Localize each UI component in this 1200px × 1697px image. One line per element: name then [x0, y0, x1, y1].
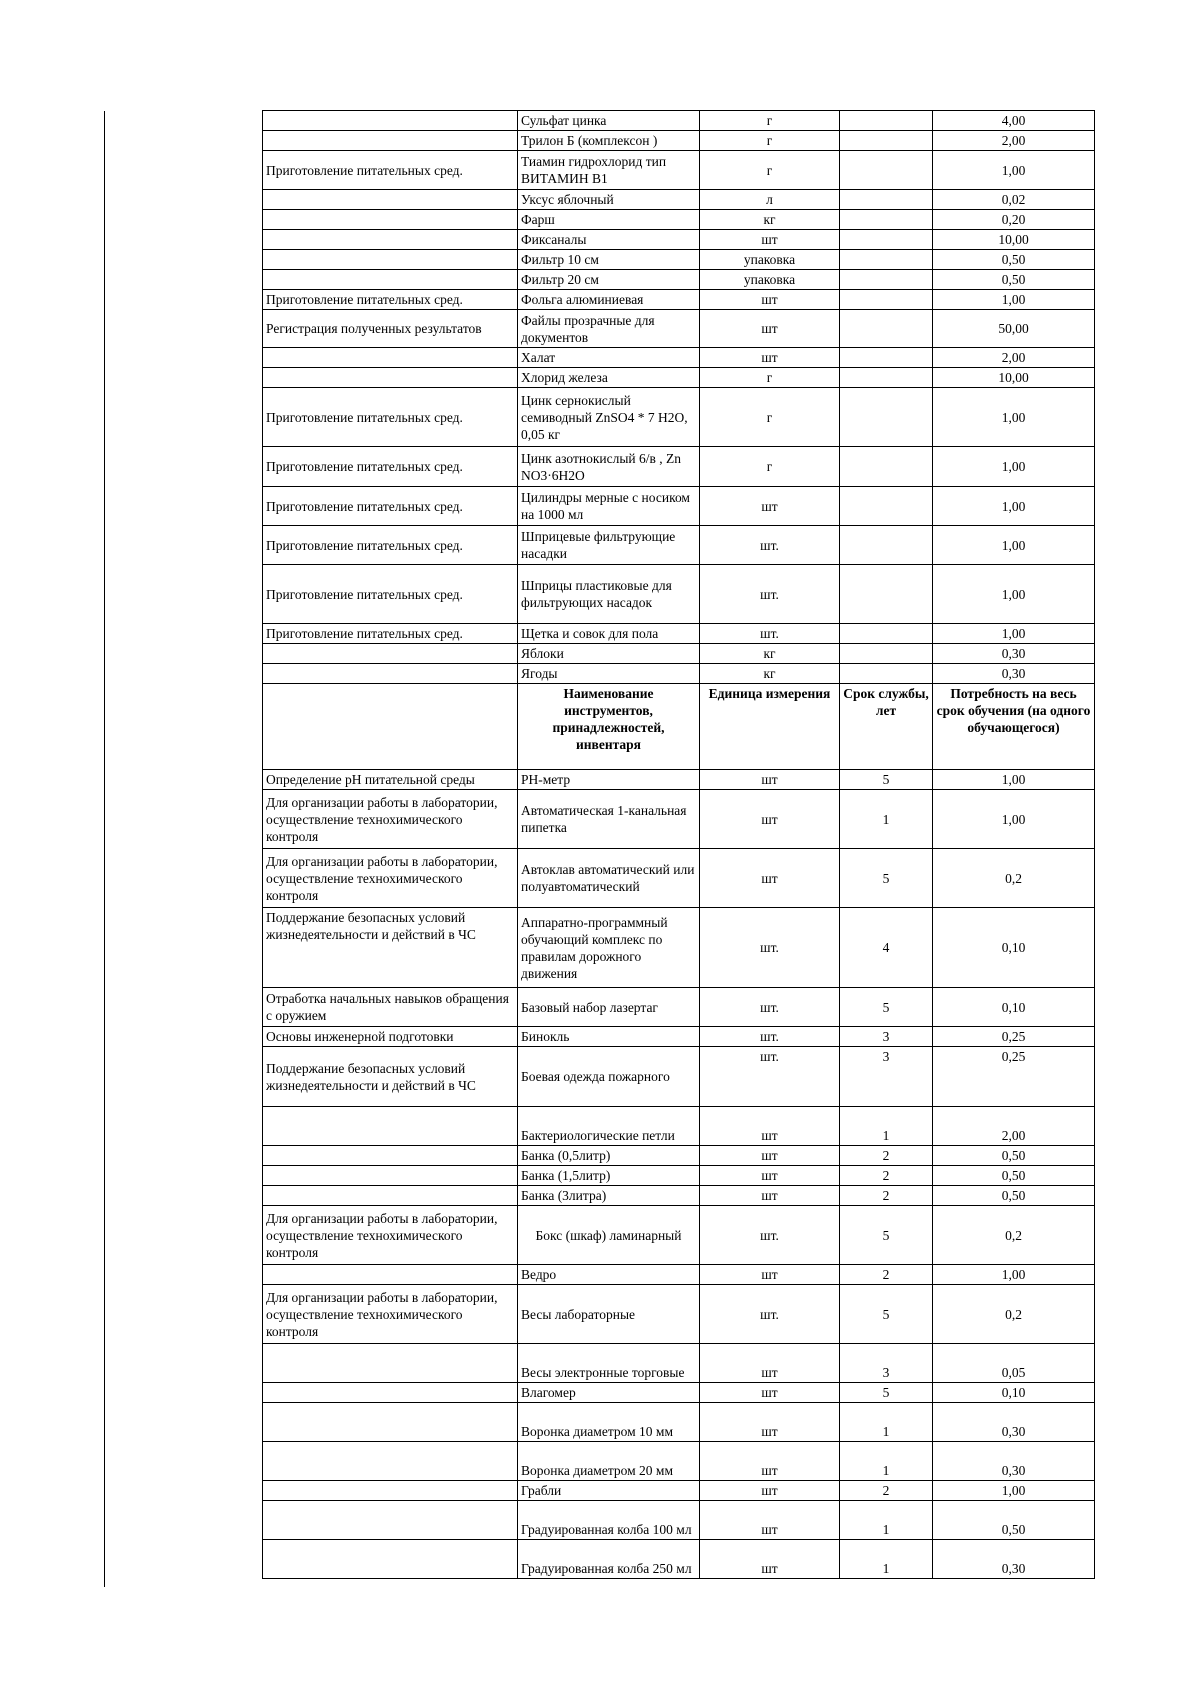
purpose-cell	[263, 348, 518, 368]
item-name-cell: Яблоки	[518, 644, 700, 664]
table-row	[263, 487, 1095, 526]
item-name-cell: Банка (1,5литр)	[518, 1166, 700, 1186]
table-row	[263, 388, 1095, 447]
purpose-cell	[263, 270, 518, 290]
need-cell: 0,10	[933, 1383, 1095, 1403]
need-cell: 1,00	[933, 388, 1095, 447]
table-row	[263, 1265, 1095, 1285]
table-row	[263, 310, 1095, 348]
table-row	[263, 908, 1095, 988]
unit-cell: шт.	[700, 1285, 840, 1344]
need-cell: 0,30	[933, 1442, 1095, 1481]
purpose-cell: Определение pH питательной среды	[263, 770, 518, 790]
need-cell: 0,05	[933, 1344, 1095, 1383]
service-life-cell: 1	[840, 1442, 933, 1481]
table-row	[263, 1501, 1095, 1540]
item-name-cell: Автоматическая 1-канальная пипетка	[518, 790, 700, 849]
item-name-cell: Воронка диаметром 10 мм	[518, 1403, 700, 1442]
service-life-cell	[840, 565, 933, 624]
need-cell: 0,30	[933, 1403, 1095, 1442]
item-name-cell: Бокс (шкаф) ламинарный	[518, 1206, 700, 1265]
item-name-cell: Градуированная колба 250 мл	[518, 1540, 700, 1579]
need-cell: 1,00	[933, 526, 1095, 565]
unit-cell: шт	[700, 1501, 840, 1540]
need-cell: 0,30	[933, 644, 1095, 664]
unit-cell: шт	[700, 1442, 840, 1481]
purpose-cell	[263, 190, 518, 210]
service-life-cell: 3	[840, 1047, 933, 1107]
need-cell: 0,10	[933, 988, 1095, 1027]
item-name-cell: Градуированная колба 100 мл	[518, 1501, 700, 1540]
need-cell: 0,2	[933, 1206, 1095, 1265]
purpose-cell: Отработка начальных навыков обращения с оружием	[263, 988, 518, 1027]
item-name-cell: Хлорид железа	[518, 368, 700, 388]
item-name-cell: Шприцевые фильтрующие насадки	[518, 526, 700, 565]
need-cell: 0,2	[933, 849, 1095, 908]
table-row	[263, 988, 1095, 1027]
item-name-cell: Трилон Б (комплексон )	[518, 131, 700, 151]
purpose-cell	[263, 1146, 518, 1166]
service-life-cell	[840, 250, 933, 270]
table-row	[263, 565, 1095, 624]
table-row	[263, 210, 1095, 230]
table-row	[263, 1186, 1095, 1206]
unit-cell: шт	[700, 1481, 840, 1501]
need-cell: 1,00	[933, 447, 1095, 487]
service-life-cell: 5	[840, 988, 933, 1027]
item-name-cell: Грабли	[518, 1481, 700, 1501]
service-life-cell	[840, 348, 933, 368]
item-name-cell: Бактериологические петли	[518, 1107, 700, 1146]
table-row	[263, 1344, 1095, 1383]
need-cell: 0,50	[933, 270, 1095, 290]
unit-cell: упаковка	[700, 250, 840, 270]
item-name-cell: Файлы прозрачные для документов	[518, 310, 700, 348]
purpose-cell: Поддержание безопасных условий жизнедеятельности и действий в ЧС	[263, 908, 518, 988]
service-life-cell: 2	[840, 1186, 933, 1206]
table-row	[263, 270, 1095, 290]
unit-cell: шт	[700, 1383, 840, 1403]
table-row	[263, 348, 1095, 368]
need-cell: 0,50	[933, 250, 1095, 270]
service-life-cell: 2	[840, 1265, 933, 1285]
need-cell: 50,00	[933, 310, 1095, 348]
unit-cell: шт.	[700, 988, 840, 1027]
service-life-cell	[840, 624, 933, 644]
item-name-cell: Воронка диаметром 20 мм	[518, 1442, 700, 1481]
service-life-cell: 1	[840, 1540, 933, 1579]
unit-cell: шт	[700, 1166, 840, 1186]
purpose-cell	[263, 1403, 518, 1442]
need-cell: 0,20	[933, 210, 1095, 230]
purpose-cell	[263, 1383, 518, 1403]
unit-cell: кг	[700, 664, 840, 684]
need-cell: 0,50	[933, 1186, 1095, 1206]
purpose-cell: Для организации работы в лаборатории, осуществление технохимического контроля	[263, 1285, 518, 1344]
unit-cell: г	[700, 131, 840, 151]
item-name-cell: Цинк сернокислый семиводный ZnSO4 * 7 H2O, 0,05 кг	[518, 388, 700, 447]
need-cell: 10,00	[933, 368, 1095, 388]
header-row	[263, 684, 1095, 770]
purpose-cell	[263, 644, 518, 664]
item-name-cell: Тиамин гидрохлорид тип ВИТАМИН В1	[518, 151, 700, 190]
service-life-cell	[840, 447, 933, 487]
item-name-cell: Уксус яблочный	[518, 190, 700, 210]
table-row	[263, 1047, 1095, 1107]
need-cell: 4,00	[933, 111, 1095, 131]
unit-cell: г	[700, 447, 840, 487]
purpose-cell	[263, 1344, 518, 1383]
service-life-cell	[840, 644, 933, 664]
item-name-cell: Фильтр 10 см	[518, 250, 700, 270]
service-life-cell: 5	[840, 770, 933, 790]
table-row	[263, 131, 1095, 151]
purpose-cell: Основы инженерной подготовки	[263, 1027, 518, 1047]
service-life-cell	[840, 190, 933, 210]
service-life-cell: 2	[840, 1166, 933, 1186]
table-row	[263, 1146, 1095, 1166]
unit-cell: г	[700, 368, 840, 388]
table-row	[263, 1481, 1095, 1501]
table-row	[263, 1403, 1095, 1442]
purpose-cell	[263, 1540, 518, 1579]
item-name-cell: Шприцы пластиковые для фильтрующих насадок	[518, 565, 700, 624]
unit-cell: шт	[700, 290, 840, 310]
need-cell: 0,50	[933, 1501, 1095, 1540]
item-name-cell: Фольга алюминиевая	[518, 290, 700, 310]
service-life-cell: 5	[840, 1285, 933, 1344]
table-row	[263, 644, 1095, 664]
service-life-cell: 3	[840, 1344, 933, 1383]
table-row	[263, 151, 1095, 190]
service-life-cell: 2	[840, 1146, 933, 1166]
purpose-cell: Приготовление питательных сред.	[263, 565, 518, 624]
service-life-cell: 1	[840, 1403, 933, 1442]
service-life-cell: 5	[840, 1383, 933, 1403]
item-name-cell: Весы лабораторные	[518, 1285, 700, 1344]
purpose-cell: Приготовление питательных сред.	[263, 487, 518, 526]
need-cell: 2,00	[933, 1107, 1095, 1146]
unit-cell: Единица измерения	[700, 684, 840, 770]
item-name-cell: Цинк азотнокислый 6/в , Zn NO3·6H2O	[518, 447, 700, 487]
item-name-cell: Фиксаналы	[518, 230, 700, 250]
item-name-cell: PH-метр	[518, 770, 700, 790]
item-name-cell: Бинокль	[518, 1027, 700, 1047]
item-name-cell: Базовый набор лазертаг	[518, 988, 700, 1027]
unit-cell: шт	[700, 1265, 840, 1285]
service-life-cell	[840, 388, 933, 447]
unit-cell: шт	[700, 230, 840, 250]
unit-cell: шт.	[700, 1206, 840, 1265]
need-cell: 0,25	[933, 1027, 1095, 1047]
unit-cell: шт	[700, 310, 840, 348]
need-cell: 1,00	[933, 790, 1095, 849]
unit-cell: шт	[700, 487, 840, 526]
purpose-cell: Приготовление питательных сред.	[263, 624, 518, 644]
table-row	[263, 1166, 1095, 1186]
service-life-cell: 4	[840, 908, 933, 988]
service-life-cell	[840, 310, 933, 348]
need-cell: 1,00	[933, 1265, 1095, 1285]
need-cell: 0,2	[933, 1285, 1095, 1344]
item-name-cell: Сульфат цинка	[518, 111, 700, 131]
need-cell: 10,00	[933, 230, 1095, 250]
table-row	[263, 368, 1095, 388]
need-cell: 1,00	[933, 565, 1095, 624]
purpose-cell	[263, 210, 518, 230]
item-name-cell: Автоклав автоматический или полуавтоматический	[518, 849, 700, 908]
purpose-cell	[263, 1107, 518, 1146]
unit-cell: шт.	[700, 565, 840, 624]
item-name-cell: Банка (3литра)	[518, 1186, 700, 1206]
unit-cell: г	[700, 388, 840, 447]
purpose-cell	[263, 1501, 518, 1540]
purpose-cell	[263, 684, 518, 770]
table-row	[263, 111, 1095, 131]
purpose-cell: Для организации работы в лаборатории, осуществление технохимического контроля	[263, 1206, 518, 1265]
table-row	[263, 1206, 1095, 1265]
unit-cell: шт	[700, 849, 840, 908]
page-margin-line	[104, 111, 105, 1587]
unit-cell: шт.	[700, 908, 840, 988]
table-row	[263, 624, 1095, 644]
need-cell: 1,00	[933, 624, 1095, 644]
table-row	[263, 447, 1095, 487]
need-cell: 0,02	[933, 190, 1095, 210]
item-name-cell: Халат	[518, 348, 700, 368]
service-life-cell	[840, 368, 933, 388]
need-cell: 0,50	[933, 1166, 1095, 1186]
unit-cell: кг	[700, 210, 840, 230]
service-life-cell: 5	[840, 849, 933, 908]
item-name-cell: Аппаратно-программный обучающий комплекс по правилам дорожного движения	[518, 908, 700, 988]
need-cell: 1,00	[933, 151, 1095, 190]
unit-cell: шт	[700, 1540, 840, 1579]
item-name-cell: Весы электронные торговые	[518, 1344, 700, 1383]
purpose-cell	[263, 368, 518, 388]
unit-cell: шт	[700, 1186, 840, 1206]
item-name-cell: Наименование инструментов, принадлежностей, инвентаря	[518, 684, 700, 770]
need-cell: 0,30	[933, 664, 1095, 684]
purpose-cell: Приготовление питательных сред.	[263, 151, 518, 190]
item-name-cell: Фильтр 20 см	[518, 270, 700, 290]
inventory-table-body	[263, 111, 1095, 1579]
unit-cell: шт.	[700, 1027, 840, 1047]
need-cell: 0,30	[933, 1540, 1095, 1579]
table-row	[263, 526, 1095, 565]
item-name-cell: Фарш	[518, 210, 700, 230]
unit-cell: шт	[700, 770, 840, 790]
purpose-cell: Поддержание безопасных условий жизнедеятельности и действий в ЧС	[263, 1047, 518, 1107]
need-cell: 1,00	[933, 1481, 1095, 1501]
inventory-table	[262, 110, 1095, 1579]
unit-cell: л	[700, 190, 840, 210]
need-cell: 0,25	[933, 1047, 1095, 1107]
need-cell: 1,00	[933, 770, 1095, 790]
need-cell: 0,10	[933, 908, 1095, 988]
unit-cell: шт	[700, 1107, 840, 1146]
service-life-cell: 1	[840, 790, 933, 849]
table-row	[263, 1383, 1095, 1403]
purpose-cell	[263, 1481, 518, 1501]
purpose-cell	[263, 1265, 518, 1285]
need-cell: Потребность на весь срок обучения (на одного обучающегося)	[933, 684, 1095, 770]
need-cell: 0,50	[933, 1146, 1095, 1166]
table-row	[263, 849, 1095, 908]
purpose-cell	[263, 250, 518, 270]
item-name-cell: Банка (0,5литр)	[518, 1146, 700, 1166]
item-name-cell: Цилиндры мерные с носиком на 1000 мл	[518, 487, 700, 526]
service-life-cell	[840, 210, 933, 230]
purpose-cell	[263, 664, 518, 684]
purpose-cell	[263, 1166, 518, 1186]
table-row	[263, 1027, 1095, 1047]
need-cell: 1,00	[933, 290, 1095, 310]
service-life-cell	[840, 131, 933, 151]
table-row	[263, 230, 1095, 250]
purpose-cell: Приготовление питательных сред.	[263, 290, 518, 310]
unit-cell: шт.	[700, 1047, 840, 1107]
item-name-cell: Влагомер	[518, 1383, 700, 1403]
unit-cell: шт	[700, 790, 840, 849]
table-row	[263, 790, 1095, 849]
service-life-cell: 5	[840, 1206, 933, 1265]
service-life-cell: 3	[840, 1027, 933, 1047]
table-row	[263, 664, 1095, 684]
service-life-cell	[840, 270, 933, 290]
purpose-cell: Для организации работы в лаборатории, осуществление технохимического контроля	[263, 849, 518, 908]
unit-cell: упаковка	[700, 270, 840, 290]
service-life-cell: Срок службы, лет	[840, 684, 933, 770]
need-cell: 2,00	[933, 348, 1095, 368]
service-life-cell	[840, 664, 933, 684]
service-life-cell	[840, 111, 933, 131]
purpose-cell: Приготовление питательных сред.	[263, 388, 518, 447]
need-cell: 1,00	[933, 487, 1095, 526]
table-row	[263, 190, 1095, 210]
purpose-cell: Для организации работы в лаборатории, осуществление технохимического контроля	[263, 790, 518, 849]
purpose-cell: Приготовление питательных сред.	[263, 526, 518, 565]
need-cell: 2,00	[933, 131, 1095, 151]
unit-cell: шт.	[700, 624, 840, 644]
unit-cell: шт	[700, 1403, 840, 1442]
unit-cell: шт.	[700, 526, 840, 565]
service-life-cell: 1	[840, 1501, 933, 1540]
service-life-cell	[840, 526, 933, 565]
purpose-cell	[263, 1442, 518, 1481]
service-life-cell	[840, 230, 933, 250]
purpose-cell	[263, 111, 518, 131]
purpose-cell	[263, 230, 518, 250]
table-row	[263, 1540, 1095, 1579]
purpose-cell: Приготовление питательных сред.	[263, 447, 518, 487]
unit-cell: г	[700, 151, 840, 190]
table-row	[263, 1285, 1095, 1344]
service-life-cell	[840, 151, 933, 190]
item-name-cell: Ягоды	[518, 664, 700, 684]
table-row	[263, 770, 1095, 790]
unit-cell: шт	[700, 1344, 840, 1383]
item-name-cell: Щетка и совок для пола	[518, 624, 700, 644]
table-row	[263, 290, 1095, 310]
service-life-cell: 2	[840, 1481, 933, 1501]
item-name-cell: Ведро	[518, 1265, 700, 1285]
table-row	[263, 250, 1095, 270]
service-life-cell	[840, 487, 933, 526]
item-name-cell: Боевая одежда пожарного	[518, 1047, 700, 1107]
unit-cell: шт	[700, 348, 840, 368]
unit-cell: кг	[700, 644, 840, 664]
purpose-cell	[263, 1186, 518, 1206]
unit-cell: шт	[700, 1146, 840, 1166]
purpose-cell: Регистрация полученных результатов	[263, 310, 518, 348]
purpose-cell	[263, 131, 518, 151]
table-row	[263, 1107, 1095, 1146]
unit-cell: г	[700, 111, 840, 131]
service-life-cell	[840, 290, 933, 310]
service-life-cell: 1	[840, 1107, 933, 1146]
table-row	[263, 1442, 1095, 1481]
